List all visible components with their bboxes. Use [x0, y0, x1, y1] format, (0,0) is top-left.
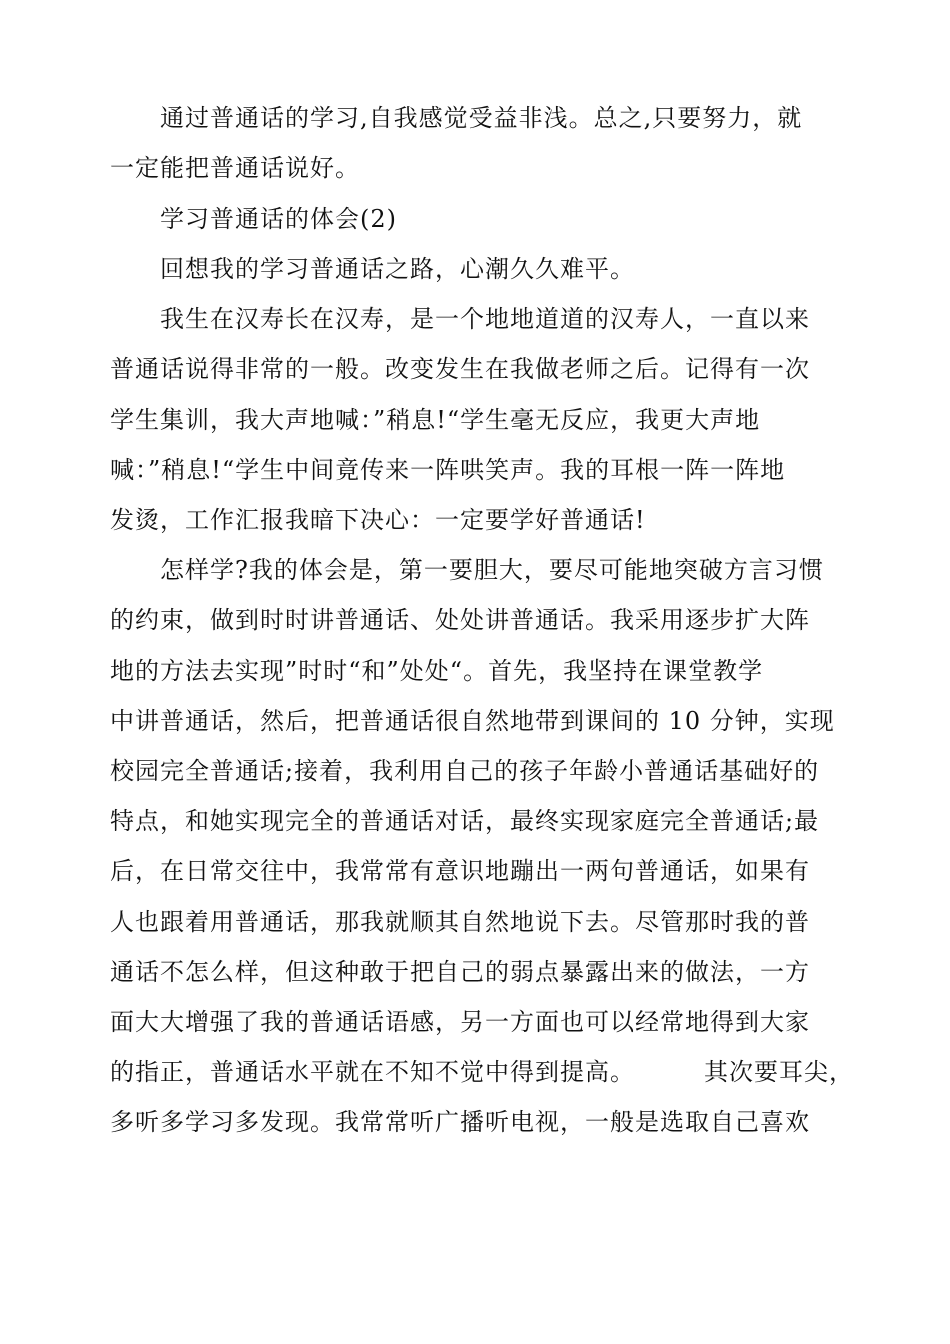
text-line: 中讲普通话，然后，把普通话很自然地带到课间的 10 分钟，实现	[110, 707, 835, 735]
text-line: 特点，和她实现完全的普通话对话，最终实现家庭完全普通话;最	[110, 807, 820, 835]
text-line: 后，在日常交往中，我常常有意识地蹦出一两句普通话，如果有	[110, 857, 810, 885]
text-line: 怎样学?我的体会是，第一要胆大，要尽可能地突破方言习惯	[160, 556, 824, 584]
text-line: 发烫，工作汇报我暗下决心：一定要学好普通话!	[110, 506, 646, 534]
text-line: 通过普通话的学习,自我感觉受益非浅。总之,只要努力，就	[160, 104, 803, 132]
text-line: 喊：”稍息!“学生中间竟传来一阵哄笑声。我的耳根一阵一阵地	[110, 456, 786, 484]
text-line: 普通话说得非常的一般。改变发生在我做老师之后。记得有一次	[110, 355, 810, 383]
text-line: 回想我的学习普通话之路，心潮久久难平。	[160, 255, 635, 283]
text-line: 地的方法去实现”时时“和”处处“。首先，我坚持在课堂教学	[110, 657, 764, 685]
text-line: 多听多学习多发现。我常常听广播听电视，一般是选取自己喜欢	[110, 1108, 810, 1136]
text-line: 我生在汉寿长在汉寿，是一个地地道道的汉寿人，一直以来	[160, 305, 810, 333]
text-line: 校园完全普通话;接着，我利用自己的孩子年龄小普通话基础好的	[110, 757, 820, 785]
text-line: 面大大增强了我的普通话语感，另一方面也可以经常地得到大家	[110, 1008, 810, 1036]
text-line: 通话不怎么样，但这种敢于把自己的弱点暴露出来的做法，一方	[110, 958, 810, 986]
text-line: 人也跟着用普通话，那我就顺其自然地说下去。尽管那时我的普	[110, 908, 810, 936]
text-line: 学生集训，我大声地喊：”稍息!“学生毫无反应，我更大声地	[110, 406, 761, 434]
text-line: 一定能把普通话说好。	[110, 154, 360, 182]
section-heading: 学习普通话的体会(2)	[160, 205, 397, 233]
text-line: 的约束，做到时时讲普通话、处处讲普通话。我采用逐步扩大阵	[110, 606, 810, 634]
text-line: 的指正，普通话水平就在不知不觉中得到提高。 其次要耳尖，	[110, 1058, 855, 1086]
